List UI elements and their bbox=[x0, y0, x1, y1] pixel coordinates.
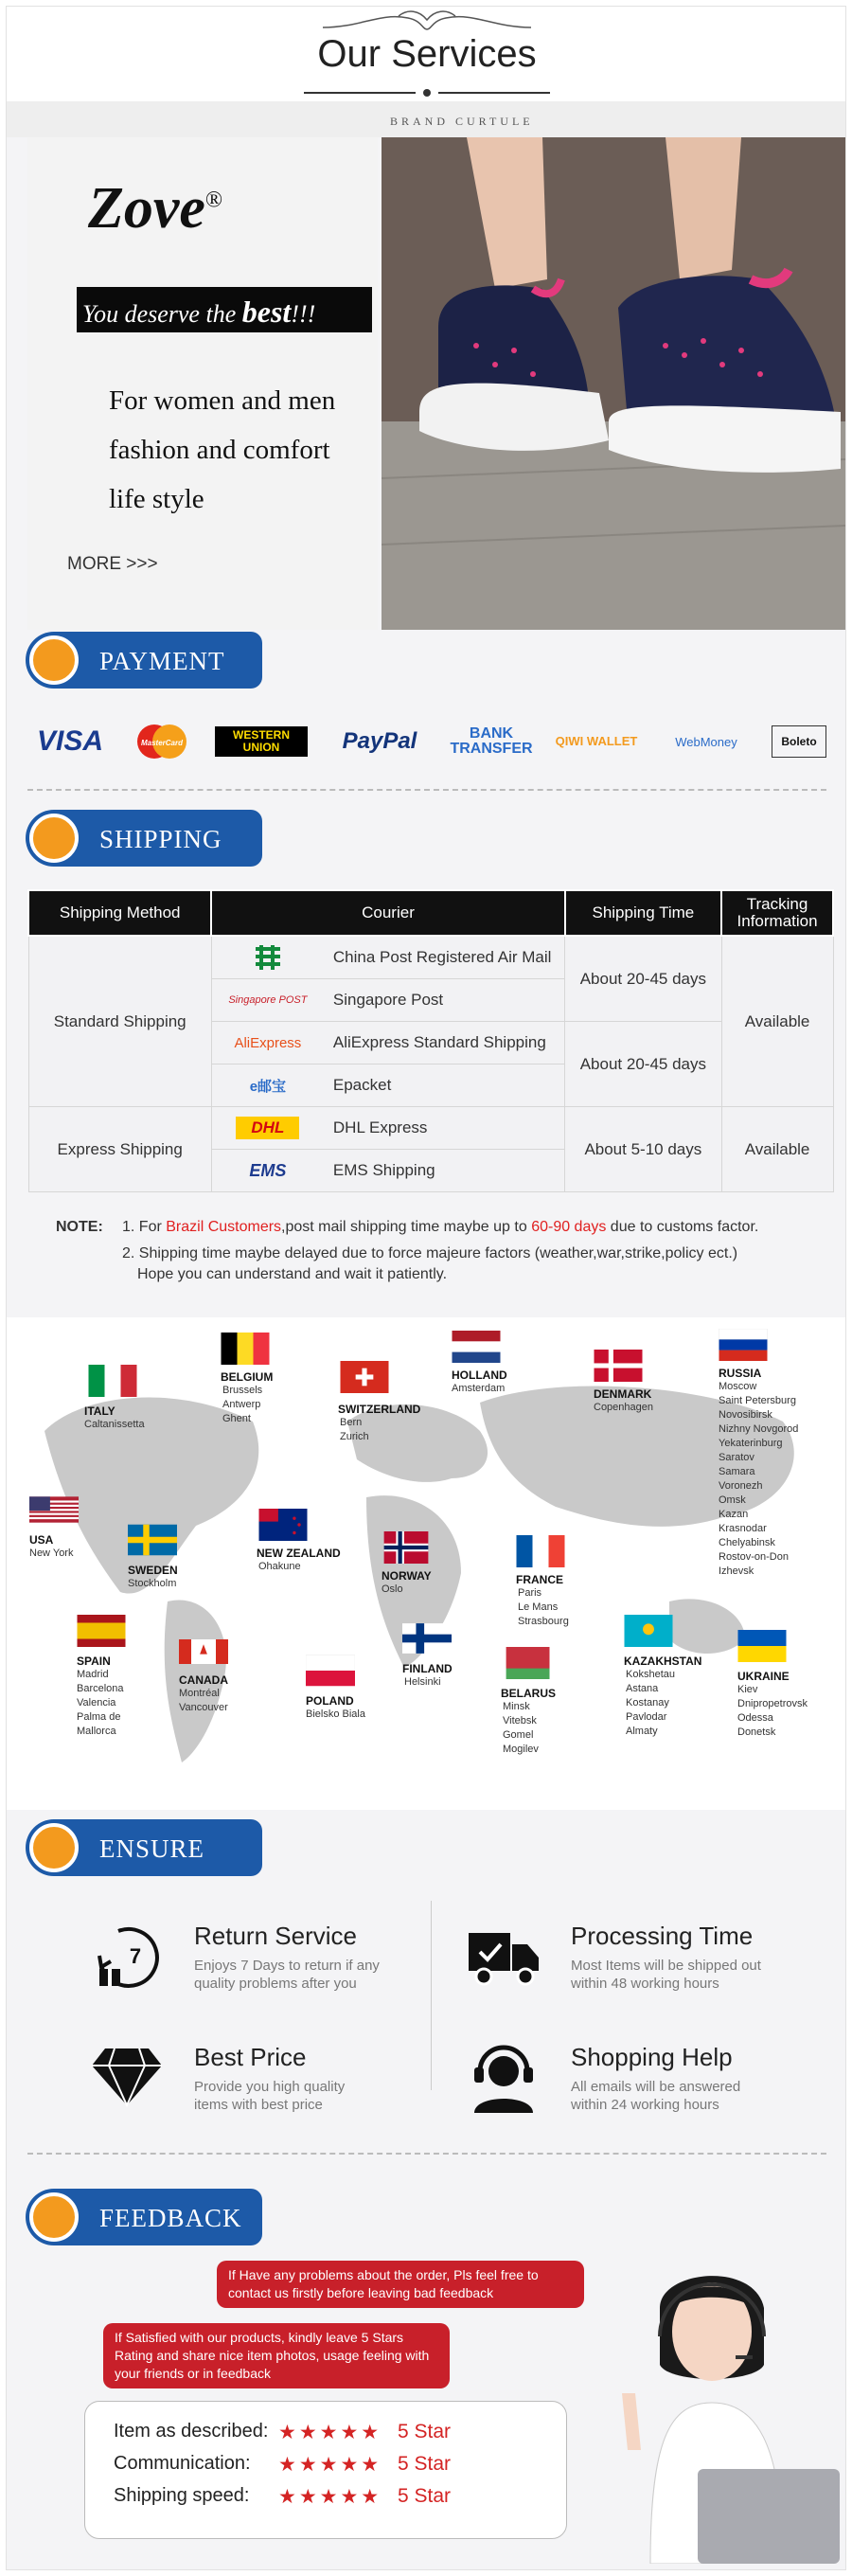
ems-logo: EMS bbox=[249, 1160, 287, 1180]
orange-circle-icon bbox=[29, 2192, 79, 2242]
more-link[interactable]: MORE >>> bbox=[67, 554, 158, 574]
flag-canada-icon bbox=[179, 1636, 228, 1668]
epacket-logo: e邮宝 bbox=[249, 1078, 287, 1095]
page-title: Our Services bbox=[317, 33, 537, 75]
tracking-info: Available bbox=[721, 936, 833, 1107]
table-header-row bbox=[28, 890, 833, 936]
courier-cell: EMS EMS Shipping bbox=[211, 1150, 564, 1192]
visa-logo: VISA bbox=[36, 725, 104, 757]
flag-italy-icon bbox=[88, 1365, 137, 1397]
shipping-world-map: ITALY Caltanissetta BELGIUM Brussels Antwerp Ghent SWITZERLAND Bern Zurich HOLLAND Amsterdam DENMARK Copenhagen RUSSIA Moscow Saint Petersburg Novosibirsk Nizhny Novgorod Yekaterinburg Saratov Samara Voronezh Omsk Kazan Krasnodar Chelyabinsk Rostov-on-Don Izhevsk USA New York SWEDEN Stockholm NEW ZEALAND Ohakune NORWAY Oslo FRANCE Paris Le Mans Strasbourg SPAIN Madrid Barcelona Valencia Palma de Mallorca CANADA Montréal Vancouver POLAND Bielsko Biala FINLAND Helsinki BELARUS Minsk Vitebsk Gomel Mogilev KAZAKHSTAN Kokshetau Astana Kostanay Pavlodar Almaty UKRAINE Kiev Dnipropetrovsk Odessa Donetsk bbox=[7, 1317, 846, 1810]
flag-denmark-icon bbox=[594, 1350, 643, 1382]
flag-spain-icon bbox=[77, 1615, 126, 1647]
hero-description: For women and men fashion and comfort life style bbox=[109, 385, 336, 514]
paypal-logo: PayPal bbox=[342, 728, 417, 754]
dhl-logo: DHL bbox=[216, 1114, 320, 1142]
ornament-swirl-icon bbox=[304, 7, 550, 35]
five-star-request-bubble: If Satisfied with our products, kindly leave 5 Stars Rating and share nice item photos, usage feeling with your friends or in feedback bbox=[103, 2323, 450, 2388]
flag-holland-icon bbox=[452, 1331, 501, 1363]
flag-switzerland-icon bbox=[340, 1361, 389, 1393]
contact-first-bubble: If Have any problems about the order, Pls feel free to contact us firstly before leaving bad feedback bbox=[217, 2261, 584, 2308]
flag-new-zealand-icon bbox=[258, 1509, 308, 1541]
flag-russia-icon bbox=[719, 1329, 768, 1361]
flag-norway-icon bbox=[382, 1531, 431, 1564]
feedback-section-header: FEEDBACK bbox=[26, 2189, 262, 2245]
payment-section-header: PAYMENT bbox=[26, 632, 262, 689]
hero-shoe-photo bbox=[382, 137, 845, 630]
services-header bbox=[7, 7, 846, 101]
delivery-truck-icon bbox=[467, 1927, 542, 1994]
boleto-logo: Boleto bbox=[772, 725, 826, 758]
courier-cell: AliExpress AliExpress Standard Shipping bbox=[211, 1022, 564, 1064]
rating-box bbox=[84, 2401, 567, 2539]
column-header: Courier bbox=[211, 890, 564, 936]
orange-circle-icon bbox=[29, 635, 79, 685]
bank-transfer-logo: BANK TRANSFER bbox=[450, 725, 533, 757]
shipping-section-header: SHIPPING bbox=[26, 810, 262, 867]
courier-cell: e邮宝 Epacket bbox=[211, 1064, 564, 1107]
divider bbox=[27, 789, 826, 791]
rating-row-shipping-speed: Shipping speed: ★★★★★ 5 Star bbox=[114, 2485, 452, 2508]
brand-logo: Zove® bbox=[88, 176, 223, 241]
flag-usa-icon bbox=[29, 1494, 79, 1526]
column-header: Shipping Method bbox=[28, 890, 211, 936]
webmoney-logo: WebMoney bbox=[675, 734, 737, 749]
shipping-time: About 5-10 days bbox=[565, 1107, 722, 1192]
rating-row-item-described: Item as described: ★★★★★ 5 Star bbox=[114, 2421, 452, 2443]
hero-banner bbox=[27, 137, 845, 630]
column-header: Tracking Information bbox=[721, 890, 833, 936]
page-frame: Our Services BRAND CURTULE Zove® You deserve the best!!! For women and men fashion and comfort life style MORE >>> PAYMENT VISA MasterCard WESTERN UNION PayPal BANK TRANSFER QIWI WALLET WebMoney Boleto SHIPPING Shipping Method Courier Shipping Time Tracking Information Standard Shipping China Post Registered Air Mail About 20-45 days Available Singapore POST Singapore Post AliExpress AliExpress Standard Shipping About 20-45 days e邮宝 Epacket Express Shipping DHL DHL Express About 5-10 days Available EMS EMS Shipping NOTE: 1. For Brazil Customers,post mail shipping time maybe up to 60-90 days due to customs factor. 2. Shipping time maybe delayed due to force majeure factors (weather,war,strike,policy ect.) Hope you can understand and wait it patiently. ITALY Caltanissetta BELGIUM Brussels Antwerp Ghent SWITZERLAND Bern Zurich HOLLAND Amsterdam DENMARK Copenhagen RUSSIA Moscow Saint Petersburg Novosibirsk Nizhny Novgorod Yekaterinburg Saratov Samara Voronezh Omsk Kazan Krasnodar Chelyabinsk Rostov-on-Don Izhevsk USA New York SWEDEN Stockholm NEW ZEALAND Ohakune NORWAY Oslo FRANCE Paris Le Mans Strasbourg SPAIN Madrid Barcelona Valencia Palma de Mallorca CANADA Montréal Vancouver POLAND Bielsko Biala FINLAND Helsinki BELARUS Minsk Vitebsk Gomel Mogilev KAZAKHSTAN Kokshetau Astana Kostanay Pavlodar Almaty UKRAINE Kiev Dnipropetrovsk Odessa Donetsk ENSURE 7 Return Service Enjoys 7 Days to return if any quality problems after you Processing Time Most Items will be shipped out within 48 working hours Best Price Provide you high quality items with best price Shopping Help All emails will be answered within 24 working hours FEEDBACK If Have any problems about the order, Pls feel free to contact us firstly before leaving bad feedback If Satisfied with our products, kindly leave 5 Stars Rating and share nice item photos, usage feeling with your friends or in feedback Item as described: ★★★★★ 5 Star Communication: ★★★★★ 5 Star Shipping speed: ★★★★★ 5 Star bbox=[6, 6, 846, 2570]
diamond-icon bbox=[90, 2043, 164, 2109]
ensure-section-header: ENSURE bbox=[26, 1819, 262, 1876]
flag-kazakhstan-icon bbox=[624, 1615, 673, 1647]
rating-row-communication: Communication: ★★★★★ 5 Star bbox=[114, 2453, 452, 2476]
flag-belarus-icon bbox=[501, 1647, 550, 1679]
support-agent-illustration bbox=[594, 2251, 840, 2564]
flag-ukraine-icon bbox=[737, 1630, 787, 1662]
five-stars-icon: ★★★★★ bbox=[278, 2486, 382, 2508]
qiwi-wallet-logo: QIWI WALLET bbox=[555, 734, 638, 748]
table-row bbox=[28, 936, 833, 979]
tracking-info: Available bbox=[721, 1107, 833, 1192]
shipping-table bbox=[27, 889, 834, 1192]
sneaker-image bbox=[382, 137, 845, 630]
five-stars-icon: ★★★★★ bbox=[278, 2454, 382, 2476]
flag-poland-icon bbox=[306, 1655, 355, 1687]
return-7-days-icon bbox=[90, 1922, 164, 1995]
hero-text-panel bbox=[27, 137, 378, 630]
svg-text:7: 7 bbox=[129, 1944, 142, 1968]
shipping-time: About 20-45 days bbox=[565, 936, 722, 1022]
brand-name: BRAND CURTULE bbox=[390, 115, 534, 128]
china-post-logo-icon bbox=[216, 943, 320, 972]
orange-circle-icon bbox=[29, 814, 79, 863]
tagline: You deserve the best!!! bbox=[77, 287, 372, 332]
western-union-logo: WESTERN UNION bbox=[215, 726, 308, 757]
aliexpress-logo: AliExpress bbox=[234, 1034, 302, 1051]
courier-cell: DHL DHL Express bbox=[211, 1107, 564, 1150]
shipping-method-standard: Standard Shipping bbox=[28, 936, 211, 1107]
shipping-method-express: Express Shipping bbox=[28, 1107, 211, 1192]
flag-sweden-icon bbox=[128, 1524, 177, 1556]
payment-logos bbox=[27, 719, 826, 764]
courier-cell: China Post Registered Air Mail bbox=[211, 936, 564, 979]
column-header: Shipping Time bbox=[565, 890, 722, 936]
headset-support-icon bbox=[467, 2043, 541, 2115]
divider bbox=[27, 2153, 826, 2155]
flag-finland-icon bbox=[402, 1622, 452, 1655]
table-row bbox=[28, 1107, 833, 1150]
five-stars-icon: ★★★★★ bbox=[278, 2422, 382, 2443]
flag-belgium-icon bbox=[221, 1333, 270, 1365]
flag-france-icon bbox=[516, 1535, 565, 1567]
mastercard-logo bbox=[133, 719, 190, 764]
courier-cell: Singapore POST Singapore Post bbox=[211, 979, 564, 1022]
ornament-underline-icon bbox=[304, 86, 550, 99]
orange-circle-icon bbox=[29, 1823, 79, 1872]
brand-bar bbox=[7, 101, 846, 137]
svg-text:MasterCard: MasterCard bbox=[140, 739, 184, 747]
shipping-time: About 20-45 days bbox=[565, 1022, 722, 1107]
ensure-divider bbox=[431, 1901, 432, 2090]
singapore-post-logo: Singapore POST bbox=[228, 994, 308, 1006]
